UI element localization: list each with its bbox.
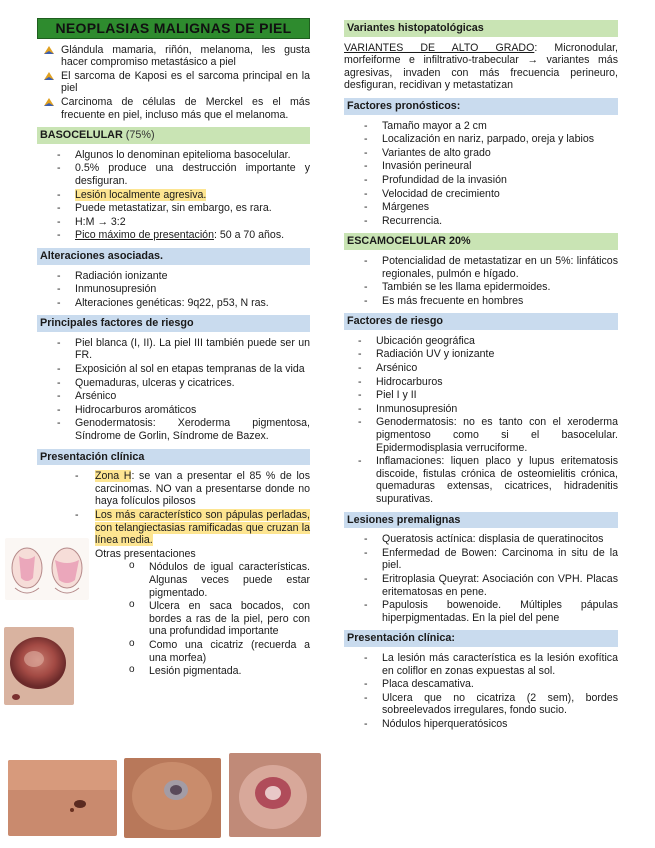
list-item: - Piel I y II xyxy=(338,389,618,402)
escamocelular-list xyxy=(344,255,618,307)
section-heading-variantes: Variantes histopatológicas xyxy=(344,20,618,37)
bullet-icon xyxy=(43,45,55,55)
list-item: - Arsénico xyxy=(338,362,618,375)
right-column xyxy=(344,18,618,732)
list-item: - Algunos lo denominan epitelioma basocelular. xyxy=(37,149,310,162)
list-item: - Localización en nariz, parpado, oreja y labios xyxy=(344,133,618,146)
list-item: - Radiación ionizante xyxy=(37,270,310,283)
list-item: - Placa descamativa. xyxy=(344,678,618,691)
list-item: - Variantes de alto grado xyxy=(344,147,618,160)
list-item: - Arsénico xyxy=(37,390,310,403)
section-heading-premalignas: Lesiones premalignas xyxy=(344,512,618,529)
list-item: - Ulcera que no cicatriza (2 sem), bordes sobreelevados irregulares, fondo sucio. xyxy=(344,692,618,717)
section-heading-pronosticos: Factores pronósticos: xyxy=(344,98,618,115)
section-heading-escamocelular: ESCAMOCELULAR 20% xyxy=(344,233,618,250)
list-item: - Invasión perineural xyxy=(344,160,618,173)
list-item: - Pico máximo de presentación: 50 a 70 años. xyxy=(37,229,310,242)
list-item: o Ulcera en saca bocados, con bordes a ras de la piel, pero con una profundidad importante xyxy=(109,600,310,638)
otras-presentaciones-list xyxy=(109,561,310,677)
variantes-paragraph: VARIANTES DE ALTO GRADO: Micronodular, morfeiforme e infiltrativo-trabecular → variantes más agresivas, invaden con más frecuencia perineuro, desfiguran, recidivan y metastatizan xyxy=(344,41,618,92)
bullet-icon xyxy=(43,97,55,107)
list-item: - Enfermedad de Bowen: Carcinoma in situ de la piel. xyxy=(344,547,618,572)
list-item: - Zona H: se van a presentar el 85 % de los carcinomas. NO van a presentarse donde no haya folículos pilosos xyxy=(55,470,310,508)
lesion-photo-3 xyxy=(229,753,321,837)
list-item: - Piel blanca (I, II). La piel III también puede ser un FR. xyxy=(37,337,310,362)
section-heading-presentacion: Presentación clínica xyxy=(37,449,310,466)
list-item: - Eritroplasia Queyrat: Asociación con VPH. Placas eritematosas en pene. xyxy=(344,573,618,598)
list-item: o Lesión pigmentada. xyxy=(109,665,310,678)
list-item: - También se les llama epidermoides. xyxy=(344,281,618,294)
list-item: - Alteraciones genéticas: 9q22, p53, N ras. xyxy=(37,297,310,310)
section-heading-riesgo: Factores de riesgo xyxy=(344,313,618,330)
list-item: - Ubicación geográfica xyxy=(338,335,618,348)
premalignas-list xyxy=(344,533,618,624)
list-item: - Queratosis actínica: displasia de queratinocitos xyxy=(344,533,618,546)
list-item: - Hidrocarburos xyxy=(338,376,618,389)
section-heading-basocelular: BASOCELULAR (75%) xyxy=(37,127,310,144)
list-item: - Otras presentaciones xyxy=(55,548,310,561)
list-item: - Profundidad de la invasión xyxy=(344,174,618,187)
nodular-lesion-image xyxy=(4,627,74,705)
list-item: - Tamaño mayor a 2 cm xyxy=(344,120,618,133)
list-item: - Inmunosupresión xyxy=(37,283,310,296)
list-item: Carcinoma de células de Merckel es el más frecuente en piel, incluso más que el melanoma. xyxy=(37,96,310,121)
basocelular-list xyxy=(37,149,310,242)
list-item: - Exposición al sol en etapas tempranas de la vida xyxy=(37,363,310,376)
list-item: Glándula mamaria, riñón, melanoma, les gusta hacer compromiso metastásico a piel xyxy=(37,44,310,69)
list-item: - Es más frecuente en hombres xyxy=(344,295,618,308)
section-heading-factores: Principales factores de riesgo xyxy=(37,315,310,332)
intro-list xyxy=(37,44,310,122)
list-item: - La lesión más característica es la lesión exofítica en coliflor en zonas expuestas al sol. xyxy=(344,652,618,677)
list-item: - Genodermatosis: no es tanto con el xeroderma pigmentoso como si el basocelular. Epidermodisplasia verruciforme. xyxy=(338,416,618,454)
list-item: o Nódulos de igual características. Algunas veces puede estar pigmentado. xyxy=(109,561,310,599)
list-item: - H:M → 3:2 xyxy=(37,216,310,229)
list-item: - Los más característico son pápulas perladas, con telangiectasias ramificadas que cruzan la línea media. xyxy=(55,509,310,547)
pronosticos-list xyxy=(344,120,618,228)
section-heading-alteraciones: Alteraciones asociadas. xyxy=(37,248,310,265)
section-heading-presentacion-escamo: Presentación clínica: xyxy=(344,630,618,647)
alteraciones-list xyxy=(37,270,310,310)
lesion-photo-1 xyxy=(8,760,117,836)
list-item: - Inflamaciones: liquen placo y lupus eritematosis discoide, fistulas crónica de osteomielitis crónica, quemaduras extensas, cicatrices, hidradenitis supurativas. xyxy=(338,455,618,505)
list-item: El sarcoma de Kaposi es el sarcoma principal en la piel xyxy=(37,70,310,95)
list-item: - Inmunosupresión xyxy=(338,403,618,416)
list-item: - Potencialidad de metastatizar en un 5%: linfáticos regionales, pulmón e hígado. xyxy=(344,255,618,280)
list-item: o Como una cicatriz (recuerda a una morfea) xyxy=(109,639,310,664)
lesion-photo-2 xyxy=(124,758,221,838)
presentacion-escamo-list xyxy=(344,652,618,731)
list-item: - Recurrencia. xyxy=(344,215,618,228)
list-item: - Papulosis bowenoide. Múltiples pápulas hiperpigmentadas. En la piel del pene xyxy=(344,599,618,624)
list-item: - Márgenes xyxy=(344,201,618,214)
list-item: - Nódulos hiperqueratósicos xyxy=(344,718,618,731)
face-diagram-image xyxy=(5,538,89,600)
riesgo-list xyxy=(338,335,618,506)
list-item: - Velocidad de crecimiento xyxy=(344,188,618,201)
list-item: - Hidrocarburos aromáticos xyxy=(37,404,310,417)
list-item: - Radiación UV y ionizante xyxy=(338,348,618,361)
presentacion-list xyxy=(55,470,310,560)
page-title: NEOPLASIAS MALIGNAS DE PIEL xyxy=(37,18,310,39)
list-item: - Lesión localmente agresiva. xyxy=(37,189,310,202)
list-item: - Puede metastatizar, sin embargo, es rara. xyxy=(37,202,310,215)
bullet-icon xyxy=(43,71,55,81)
list-item: - 0.5% produce una destrucción importante y desfiguran. xyxy=(37,162,310,187)
list-item: - Quemaduras, ulceras y cicatrices. xyxy=(37,377,310,390)
factores-list xyxy=(37,337,310,443)
list-item: - Genodermatosis: Xeroderma pigmentosa, Síndrome de Gorlin, Síndrome de Bazex. xyxy=(37,417,310,442)
